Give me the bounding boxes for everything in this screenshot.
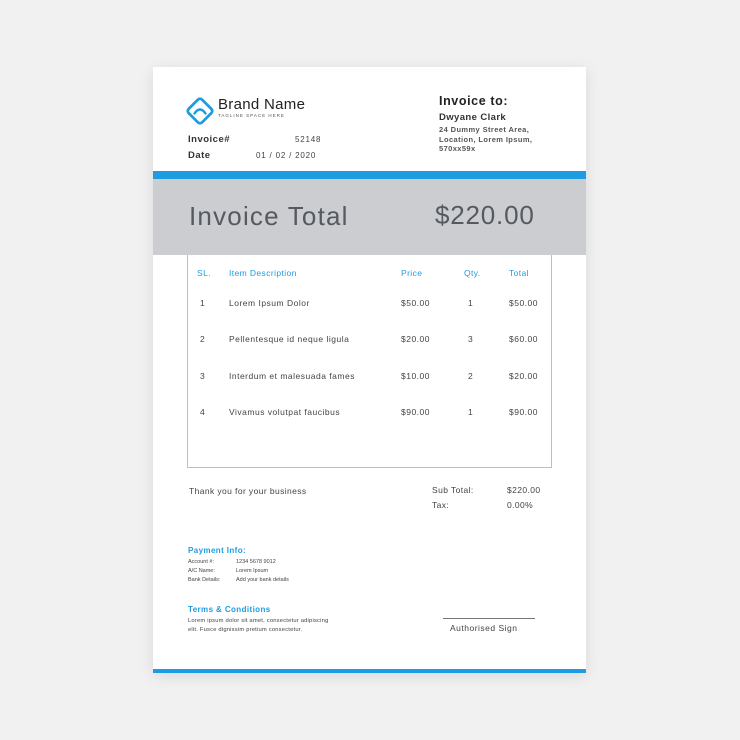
brand-name: Brand Name: [218, 96, 306, 113]
thank-you-note: Thank you for your business: [189, 486, 307, 496]
invoice-page: [153, 67, 586, 673]
header-total: Total: [509, 268, 529, 278]
cell-qty: 1: [468, 407, 474, 417]
cell-description: Vivamus volutpat faucibus: [229, 407, 341, 417]
tax-value: 0.00%: [507, 500, 534, 510]
invoice-total-label: Invoice Total: [189, 201, 349, 231]
invoice-total-amount: $220.00: [435, 200, 535, 230]
invoice-total-band: [153, 179, 586, 255]
invoice-number-label: Invoice#: [188, 134, 231, 145]
cell-qty: 3: [468, 334, 474, 344]
header-qty: Qty.: [464, 268, 481, 278]
cell-qty: 2: [468, 371, 474, 381]
header-price: Price: [401, 268, 423, 278]
address-line: Location, Lorem Ipsum,: [439, 134, 533, 144]
payment-account-label: Account #:: [188, 559, 214, 565]
payment-bank-label: Bank Details:: [188, 577, 221, 583]
invoice-number: 52148: [295, 135, 322, 144]
terms-title: Terms & Conditions: [188, 605, 271, 614]
invoice-date-label: Date: [188, 150, 211, 161]
cell-total: $90.00: [509, 407, 538, 417]
cell-qty: 1: [468, 298, 474, 308]
address-line: 570xx59x: [439, 144, 476, 153]
payment-account-value: 1234 5678 9012: [236, 559, 276, 565]
cell-description: Lorem Ipsum Dolor: [229, 298, 310, 308]
cell-total: $60.00: [509, 334, 538, 344]
payment-name-label: A/C Name:: [188, 568, 215, 574]
cell-sl: 3: [200, 371, 206, 381]
cell-description: Interdum et malesuada fames: [229, 371, 355, 381]
header-description: Item Description: [229, 268, 297, 278]
brand-tagline: TAGLINE SPACE HERE: [218, 113, 285, 118]
cell-sl: 4: [200, 407, 206, 417]
cell-price: $20.00: [401, 334, 430, 344]
payment-name-value: Lorem Ipsum: [236, 568, 269, 574]
recipient-name: Dwyane Clark: [439, 112, 507, 123]
address-line: 24 Dummy Street Area,: [439, 125, 530, 134]
signature-label: Authorised Sign: [450, 623, 518, 633]
signature-line: [443, 618, 535, 619]
accent-divider: [153, 171, 586, 179]
invoice-date: 01 / 02 / 2020: [256, 151, 317, 160]
terms-text: Lorem ipsum dolor sit amet, consectetur adipiscing: [188, 618, 329, 624]
cell-price: $10.00: [401, 371, 430, 381]
payment-info-title: Payment Info:: [188, 546, 247, 555]
brand-logo-icon: [185, 96, 215, 126]
cell-price: $90.00: [401, 407, 430, 417]
tax-label: Tax:: [432, 500, 450, 510]
cell-sl: 1: [200, 298, 206, 308]
cell-total: $50.00: [509, 298, 538, 308]
cell-price: $50.00: [401, 298, 430, 308]
subtotal-value: $220.00: [507, 485, 541, 495]
terms-text: elit. Fusce dignissim pretium consectetur.: [188, 627, 303, 633]
header-sl: SL.: [197, 268, 211, 278]
invoice-to-heading: Invoice to:: [439, 94, 509, 108]
bottom-accent-rule: [153, 669, 586, 673]
cell-sl: 2: [200, 334, 206, 344]
items-table: [187, 255, 552, 468]
subtotal-label: Sub Total:: [432, 485, 474, 495]
cell-description: Pellentesque id neque ligula: [229, 334, 350, 344]
recipient-address: [439, 125, 559, 154]
payment-bank-value: Add your bank details: [236, 577, 289, 583]
cell-total: $20.00: [509, 371, 538, 381]
